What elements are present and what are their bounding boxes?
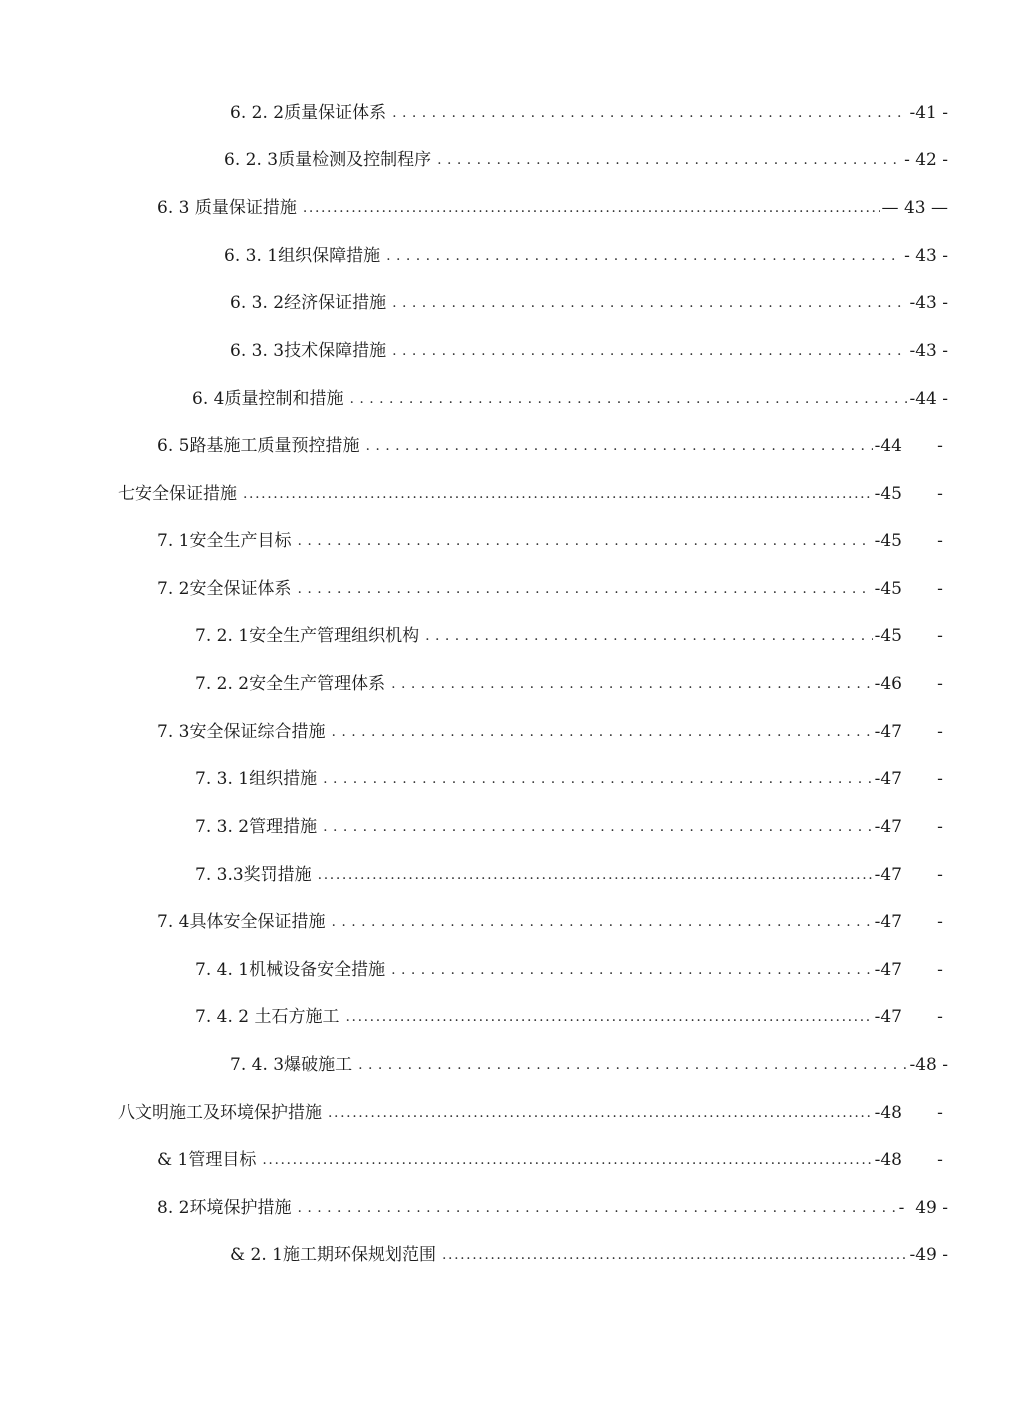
toc-entry[interactable]	[195, 813, 902, 841]
toc-entry-label: 8. 2环境保护措施	[157, 1198, 292, 1218]
toc-entry-page: -48	[874, 1103, 902, 1123]
toc-entry-page: -43 -	[909, 341, 948, 361]
toc-entry-label: 7. 1安全生产目标	[157, 531, 292, 551]
toc-leader-dots	[303, 194, 880, 222]
toc-entry[interactable]	[230, 337, 948, 365]
toc-page-dash: -	[937, 912, 943, 932]
toc-leader-dots	[328, 1099, 873, 1127]
toc-page-dash: -	[937, 769, 943, 789]
toc-page-dash: -	[937, 960, 943, 980]
toc-entry[interactable]	[224, 242, 948, 270]
toc-entry-label: & 1管理目标	[157, 1150, 257, 1170]
toc-leader-dots	[297, 527, 872, 555]
toc-leader-dots	[391, 956, 873, 984]
toc-leader-dots	[391, 670, 873, 698]
toc-leader-dots	[297, 575, 872, 603]
toc-entry-page: - 43 -	[904, 246, 948, 266]
toc-entry-label: 7. 4. 1机械设备安全措施	[195, 960, 386, 980]
toc-entry-label: 7. 2. 2安全生产管理体系	[195, 674, 386, 694]
toc-entry[interactable]	[157, 527, 902, 555]
toc-entry[interactable]	[157, 432, 902, 460]
toc-entry-label: 八文明施工及环境保护措施	[118, 1103, 322, 1123]
toc-leader-dots	[318, 861, 873, 889]
toc-entry-label: 6. 2. 2质量保证体系	[230, 103, 387, 123]
toc-entry[interactable]	[195, 861, 902, 889]
toc-entry[interactable]	[230, 1051, 948, 1079]
toc-entry-page: -45	[874, 531, 902, 551]
toc-page-dash: -	[937, 674, 943, 694]
toc-entry-label: 7. 3.3奖罚措施	[195, 865, 312, 885]
toc-entry-label: 7. 2. 1安全生产管理组织机构	[195, 626, 420, 646]
toc-entry-page: -44 -	[909, 389, 948, 409]
toc-entry-page: -47	[874, 865, 902, 885]
toc-entry[interactable]	[192, 385, 948, 413]
toc-leader-dots	[392, 289, 907, 317]
toc-leader-dots	[392, 99, 907, 127]
toc-leader-dots	[425, 622, 873, 650]
toc-entry[interactable]	[118, 480, 902, 508]
toc-page-dash: -	[937, 817, 943, 837]
toc-entry-label: 6. 3. 2经济保证措施	[230, 293, 387, 313]
toc-entry[interactable]	[195, 765, 902, 793]
toc-leader-dots	[358, 1051, 907, 1079]
toc-entry-page: -47	[874, 769, 902, 789]
toc-page-dash: -	[937, 436, 943, 456]
toc-entry-page: -41 -	[909, 103, 948, 123]
toc-entry-label: 7. 3. 2管理措施	[195, 817, 318, 837]
toc-entry-label: 7. 4. 3爆破施工	[230, 1055, 353, 1075]
toc-entry[interactable]	[157, 908, 902, 936]
toc-leader-dots	[262, 1146, 872, 1174]
toc-entry-page: -46	[874, 674, 902, 694]
toc-page-dash: -	[937, 484, 943, 504]
toc-leader-dots	[323, 765, 873, 793]
toc-leader-dots	[386, 242, 902, 270]
toc-entry-label: & 2. 1施工期环保规划范围	[230, 1245, 436, 1265]
toc-entry[interactable]	[195, 956, 902, 984]
toc-entry-page: -44	[874, 436, 902, 456]
toc-leader-dots	[442, 1241, 907, 1269]
toc-entry-label: 6. 2. 3质量检测及控制程序	[224, 150, 432, 170]
toc-entry-page: -49 -	[909, 1245, 948, 1265]
toc-leader-dots	[365, 432, 872, 460]
toc-entry-label: 7. 2安全保证体系	[157, 579, 292, 599]
toc-entry-page: -45	[874, 579, 902, 599]
toc-entry[interactable]	[230, 99, 948, 127]
toc-entry-label: 6. 3. 1组织保障措施	[224, 246, 381, 266]
toc-leader-dots	[297, 1194, 896, 1222]
toc-entry-label: 7. 4. 2 土石方施工	[195, 1007, 340, 1027]
toc-page-dash: -	[937, 1007, 943, 1027]
toc-entry[interactable]	[157, 1146, 902, 1174]
toc-leader-dots	[331, 908, 872, 936]
toc-entry-page: -48 -	[909, 1055, 948, 1075]
toc-page-dash: -	[937, 722, 943, 742]
toc-page-dash: -	[937, 531, 943, 551]
toc-entry-label: 6. 3. 3技术保障措施	[230, 341, 387, 361]
toc-entry-label: 7. 3安全保证综合措施	[157, 722, 326, 742]
toc-entry-page: -47	[874, 1007, 902, 1027]
toc-entry-page: -47	[874, 960, 902, 980]
toc-entry[interactable]	[195, 1003, 902, 1031]
toc-entry-page: -47	[874, 722, 902, 742]
toc-leader-dots	[243, 480, 873, 508]
toc-entry-page: — 43 —	[881, 198, 948, 218]
toc-entry-label: 7. 3. 1组织措施	[195, 769, 318, 789]
toc-entry-page: -45	[874, 626, 902, 646]
toc-entry-label: 七安全保证措施	[118, 484, 237, 504]
toc-leader-dots	[437, 146, 902, 174]
toc-leader-dots	[392, 337, 907, 365]
toc-entry-page: -48	[874, 1150, 902, 1170]
toc-leader-dots	[345, 1003, 872, 1031]
toc-entry[interactable]	[157, 718, 902, 746]
toc-leader-dots	[331, 718, 872, 746]
toc-entry-page: -47	[874, 817, 902, 837]
toc-entry-label: 6. 4质量控制和措施	[192, 389, 344, 409]
toc-page-dash: -	[937, 865, 943, 885]
toc-entry-page: -45	[874, 484, 902, 504]
toc-entry-label: 7. 4具体安全保证措施	[157, 912, 326, 932]
toc-entry[interactable]	[195, 670, 902, 698]
toc-page-dash: -	[937, 626, 943, 646]
toc-leader-dots	[323, 813, 873, 841]
toc-entry-page: -43 -	[909, 293, 948, 313]
toc-entry[interactable]	[157, 575, 902, 603]
toc-page-dash: -	[937, 1103, 943, 1123]
toc-entry[interactable]	[195, 622, 902, 650]
toc-entry-page: -47	[874, 912, 902, 932]
toc-entry-label: 6. 3 质量保证措施	[157, 198, 297, 218]
toc-entry-label: 6. 5路基施工质量预控措施	[157, 436, 360, 456]
toc-entry[interactable]	[157, 1194, 948, 1222]
toc-entry[interactable]	[224, 146, 948, 174]
toc-page-dash: -	[937, 1150, 943, 1170]
toc-entry[interactable]	[118, 1099, 902, 1127]
toc-entry[interactable]	[230, 289, 948, 317]
toc-entry[interactable]	[157, 194, 948, 222]
toc-entry[interactable]	[230, 1241, 948, 1269]
toc-page-dash: -	[937, 579, 943, 599]
toc-entry-page: - 49 -	[898, 1198, 948, 1218]
toc-leader-dots	[349, 385, 907, 413]
toc-entry-page: - 42 -	[904, 150, 948, 170]
